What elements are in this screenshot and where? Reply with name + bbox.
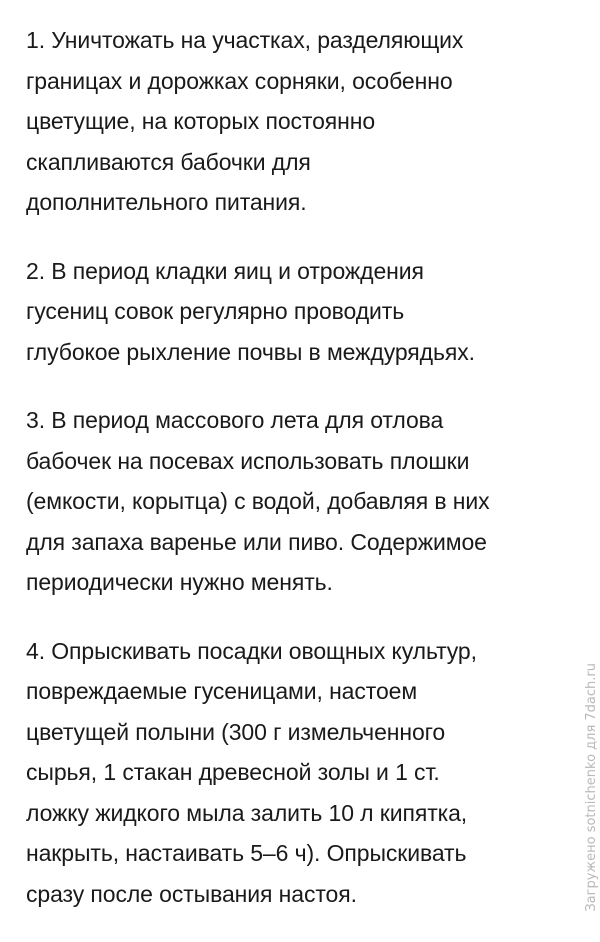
paragraph-2: 2. В период кладки яиц и отрождения гусениц совок регулярно проводить глубокое рыхление почвы в междурядьях. <box>26 257 475 365</box>
paragraph-3: 3. В период массового лета для отлова бабочек на посевах использовать плошки (емкости, корытца) с водой, добавляя в них для запаха варенье или пиво. Содержимое периодически нужно менять. <box>26 407 490 595</box>
watermark-text: Загружено sotnichenko для 7dach.ru <box>584 663 599 912</box>
paragraph-1: 1. Уничтожать на участках, разделяющих границах и дорожках сорняки, особенно цветущие, на которых постоянно скапливаются бабочки для дополнительного питания. <box>26 27 464 215</box>
article-text <box>26 20 582 942</box>
paragraph-4: 4. Опрыскивать посадки овощных культур, повреждаемые гусеницами, настоем цветущей полыни (300 г измельченного сырья, 1 стакан древесной золы и 1 ст. ложку жидкого мыла залить 10 л кипятка, накрыть, настаивать 5–6 ч). Опрыскивать сразу после остывания настоя. <box>26 637 477 907</box>
